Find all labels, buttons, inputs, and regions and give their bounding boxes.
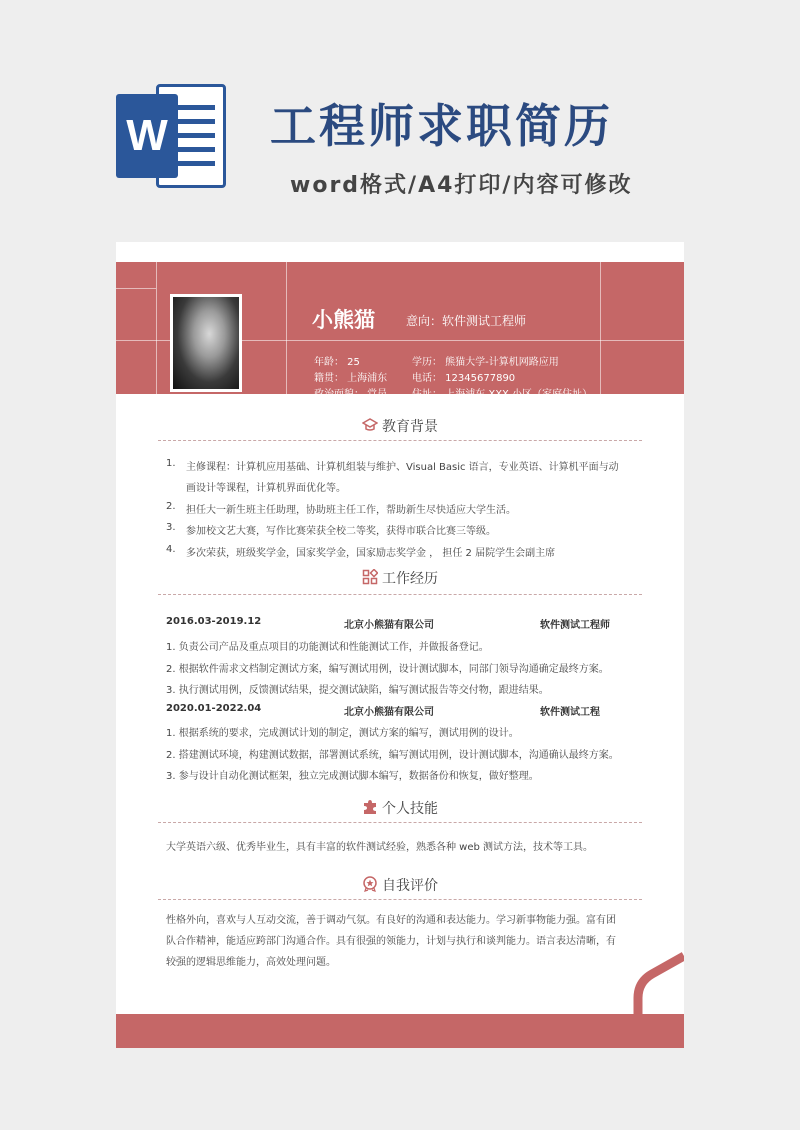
list-item: 多次荣获，班级奖学金，国家奖学金，国家励志奖学金 ， 担任 2 届院学生会副主席 xyxy=(186,548,556,559)
graduation-cap-icon xyxy=(362,417,378,433)
divider xyxy=(158,440,642,441)
corner-decoration xyxy=(616,942,684,1022)
info-education: 学历： 熊猫大学-计算机网路应用 xyxy=(412,357,559,368)
list-item-cont: 画设计等课程，计算机界面优化等。 xyxy=(186,483,346,494)
section-title-self-eval xyxy=(116,875,684,895)
job-duty: 2. 搭建测试环境，构建测试数据，部署测试系统，编写测试用例，设计测试脚本，沟通确认最终方案。 xyxy=(166,750,619,761)
page-title: 工程师求职简历 xyxy=(270,99,613,153)
info-hometown: 籍贯： 上海浦东 xyxy=(314,373,388,384)
section-label: 工作经历 xyxy=(382,571,438,587)
section-label: 自我评价 xyxy=(382,878,438,894)
job-period: 2016.03-2019.12 xyxy=(166,616,262,627)
promo-banner xyxy=(0,0,800,240)
job-company: 北京小熊猫有限公司 xyxy=(344,707,434,718)
self-eval-line: 较强的逻辑思维能力，高效处理问题。 xyxy=(166,957,336,968)
profile-photo xyxy=(173,297,239,389)
job-role: 软件测试工程 xyxy=(540,707,600,718)
star-badge-icon xyxy=(362,876,378,892)
section-title-work xyxy=(116,568,684,588)
section-label: 个人技能 xyxy=(382,801,438,817)
list-item: 主修课程：计算机应用基础、计算机组装与维护、Visual Basic 语言，专业英语、计算机平面与动 xyxy=(186,462,619,473)
avatar xyxy=(170,294,242,392)
section-label: 教育背景 xyxy=(382,419,438,435)
divider xyxy=(158,822,642,823)
section-title-education xyxy=(116,416,684,436)
divider xyxy=(158,594,642,595)
list-num: 3. xyxy=(166,522,176,533)
skills-text: 大学英语六级、优秀毕业生，具有丰富的软件测试经验，熟悉各种 web 测试方法，技术等工具。 xyxy=(166,842,594,853)
job-duty: 3. 执行测试用例，反馈测试结果，提交测试缺陷，编写测试报告等交付物，跟进结果。 xyxy=(166,685,549,696)
job-duty: 1. 根据系统的要求，完成测试计划的制定，测试方案的编写，测试用例的设计。 xyxy=(166,728,519,739)
list-item: 担任大一新生班主任助理，协助班主任工作，帮助新生尽快适应大学生活。 xyxy=(186,505,516,516)
resume-header xyxy=(116,262,684,400)
section-title-skills xyxy=(116,798,684,818)
info-politics: 政治面貌： 党员 xyxy=(314,389,388,400)
job-duty: 1. 负责公司产品及重点项目的功能测试和性能测试工作，并做报备登记。 xyxy=(166,642,489,653)
self-eval-line: 性格外向，喜欢与人互动交流，善于调动气氛。有良好的沟通和表达能力。学习新事物能力强。富有团 xyxy=(166,915,616,926)
list-num: 4. xyxy=(166,544,176,555)
job-period: 2020.01-2022.04 xyxy=(166,703,262,714)
job-role: 软件测试工程师 xyxy=(540,620,610,631)
puzzle-icon xyxy=(362,799,378,815)
list-item: 参加校文艺大赛，写作比赛荣获全校二等奖，获得市联合比赛三等级。 xyxy=(186,526,496,537)
job-intent: 意向：软件测试工程师 xyxy=(406,314,527,328)
word-document-icon xyxy=(116,84,226,188)
word-letter: W xyxy=(116,94,178,178)
grid-icon xyxy=(362,569,378,585)
info-phone: 电话： 12345677890 xyxy=(412,373,516,384)
self-eval-line: 队合作精神，能适应跨部门沟通合作。具有很强的领能力，计划与执行和谈判能力。语言表达清晰，有 xyxy=(166,936,616,947)
list-num: 2. xyxy=(166,501,176,512)
info-address: 住址： 上海浦东 XXX 小区（家庭住址） xyxy=(412,389,593,400)
job-duty: 2. 根据软件需求文档制定测试方案，编写测试用例，设计测试脚本，同部门领导沟通确定最终方案。 xyxy=(166,664,609,675)
page-subtitle: word格式/A4打印/内容可修改 xyxy=(290,173,633,198)
divider xyxy=(158,899,642,900)
job-company: 北京小熊猫有限公司 xyxy=(344,620,434,631)
info-age: 年龄： 25 xyxy=(314,357,360,368)
list-num: 1. xyxy=(166,458,176,469)
candidate-name: 小熊猫 xyxy=(312,308,375,332)
resume-card xyxy=(116,242,684,1048)
resume-footer xyxy=(116,1014,684,1048)
job-duty: 3. 参与设计自动化测试框架，独立完成测试脚本编写，数据备份和恢复，做好整理。 xyxy=(166,771,539,782)
